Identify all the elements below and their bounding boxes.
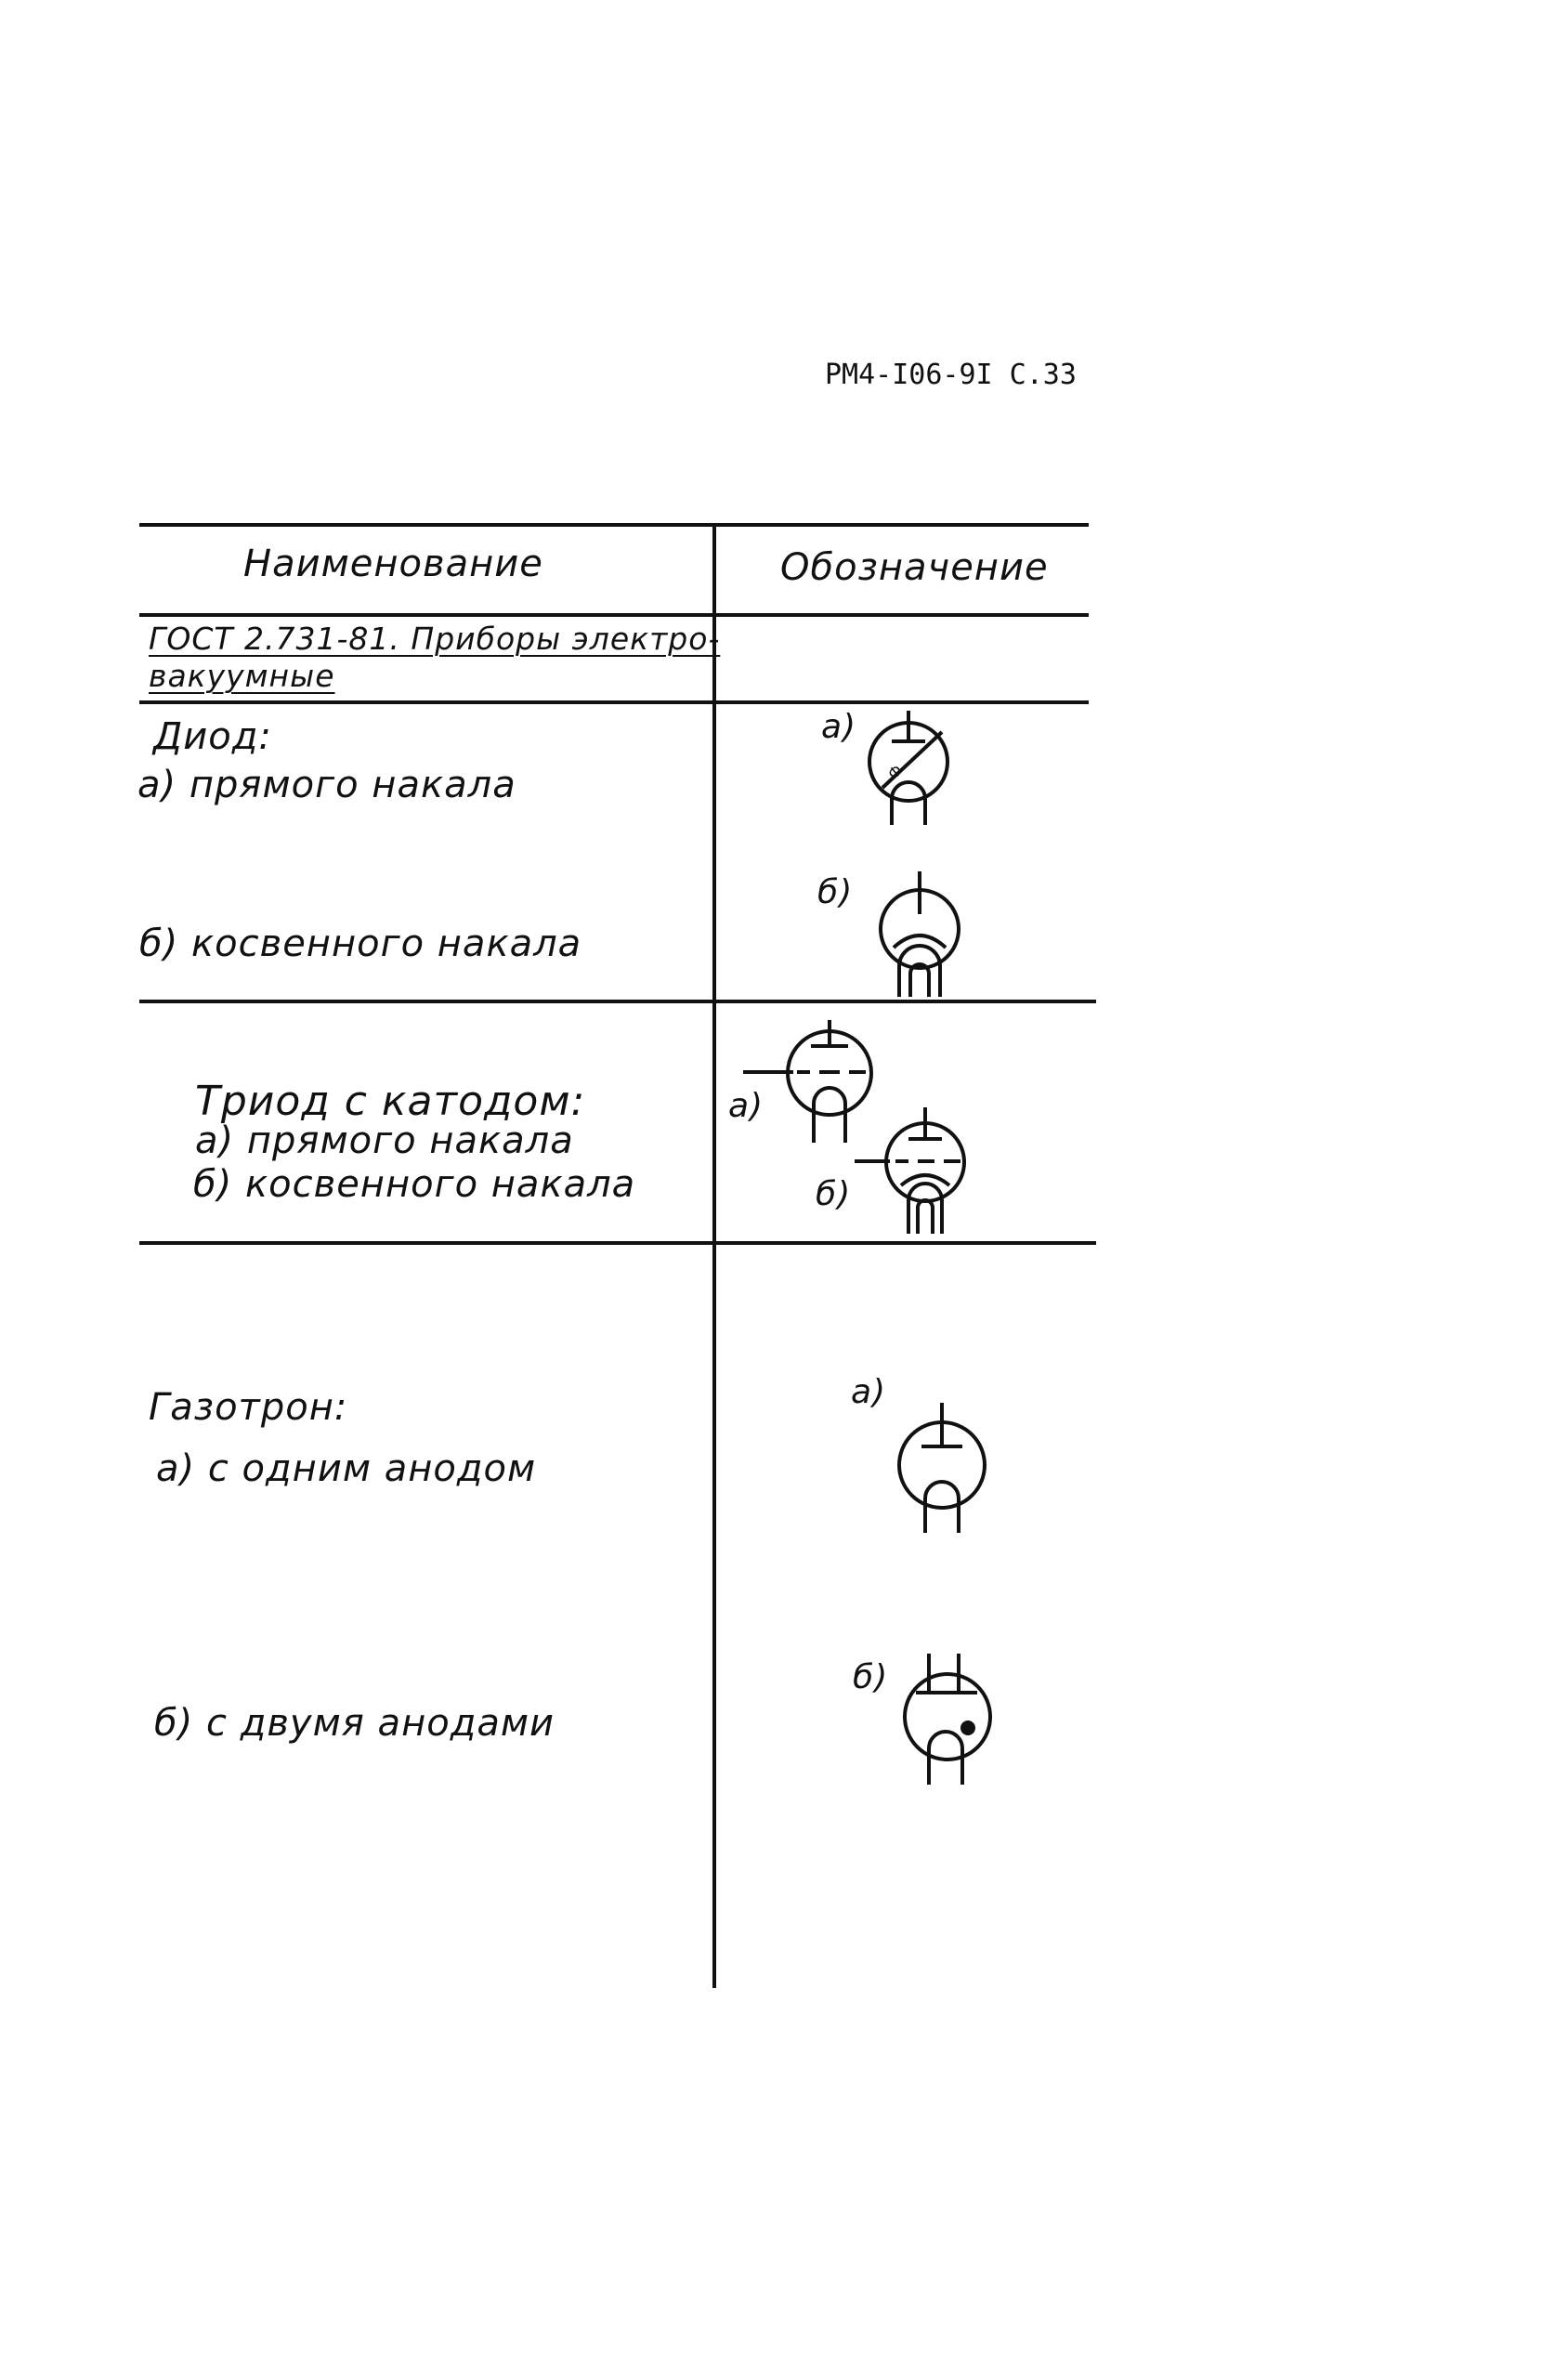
gasotron-single-anode-symbol xyxy=(888,1398,1009,1537)
gasotron-double-anode-symbol xyxy=(892,1650,1013,1789)
gasotron-title: Газотрон: xyxy=(149,1386,348,1429)
diode-label-b: б) xyxy=(817,873,854,911)
diode-title: Диод: xyxy=(153,715,272,758)
diode-direct-heating: а) прямого накала xyxy=(137,764,516,806)
svg-text:Ф: Ф xyxy=(884,761,906,783)
table-top-rule xyxy=(139,523,1089,527)
triode-indirect-heating: б) косвенного накала xyxy=(193,1163,636,1206)
diode-label-a: а) xyxy=(821,708,857,746)
diode-indirect-symbol xyxy=(864,862,985,1001)
triode-label-a: а) xyxy=(728,1087,764,1125)
gasotron-double-anode: б) с двумя анодами xyxy=(154,1702,555,1745)
triode-direct-heating: а) прямого накала xyxy=(195,1119,574,1162)
section-bottom-rule xyxy=(139,700,1089,704)
triode-indirect-symbol xyxy=(836,1104,975,1238)
diode-direct-symbol xyxy=(855,706,975,827)
column-header-name: Наименование xyxy=(243,543,543,585)
triode-title: Триод с катодом: xyxy=(195,1078,586,1125)
diode-indirect-heating: б) косвенного накала xyxy=(139,922,582,965)
section-reference-line2: вакуумные xyxy=(149,658,335,694)
gasotron-label-b: б) xyxy=(853,1658,889,1696)
page-reference: РМ4-I06-9I С.33 xyxy=(825,359,1077,391)
column-divider xyxy=(712,523,716,1988)
gasotron-single-anode: а) с одним анодом xyxy=(156,1447,537,1490)
gasotron-label-a: а) xyxy=(851,1373,887,1411)
triode-label-b: б) xyxy=(816,1175,852,1213)
section-reference-line1: ГОСТ 2.731-81. Приборы электро- xyxy=(149,621,721,657)
triode-bottom-rule xyxy=(139,1241,1096,1245)
column-header-symbol: Обозначение xyxy=(780,546,1049,589)
header-bottom-rule xyxy=(139,613,1089,617)
